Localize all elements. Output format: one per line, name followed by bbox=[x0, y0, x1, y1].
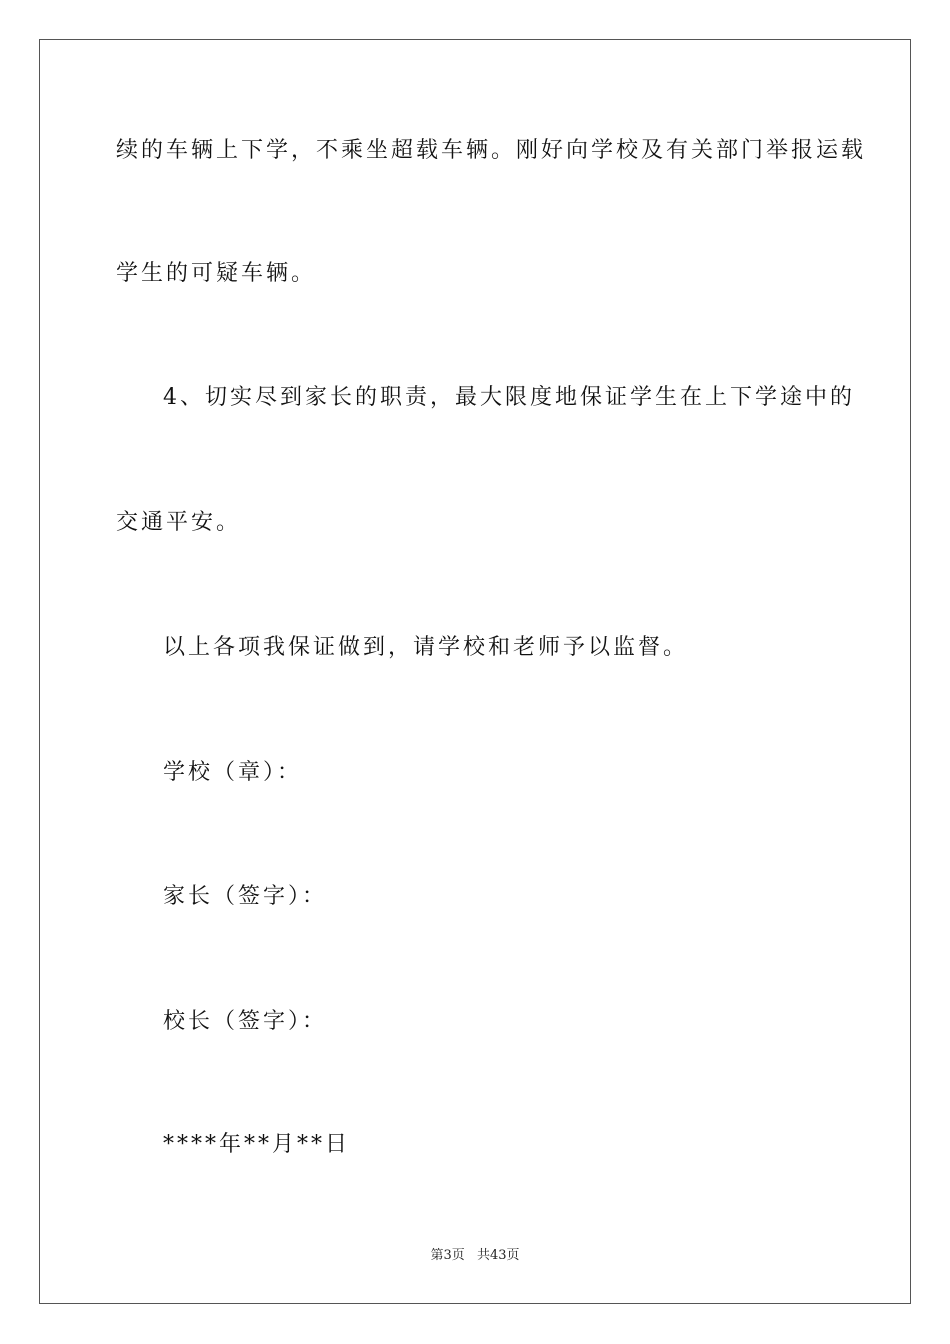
date-line: ****年**月**日 bbox=[163, 1132, 351, 1157]
body-text-line: 4、切实尽到家长的职责，最大限度地保证学生在上下学途中的 bbox=[163, 385, 855, 410]
page-footer bbox=[0, 1244, 950, 1263]
school-seal-label: 学校（章）： bbox=[163, 760, 303, 785]
page-number: 第3页 bbox=[430, 1248, 465, 1263]
parent-signature-label: 家长（签字）： bbox=[163, 884, 328, 909]
principal-signature-label: 校长（签字）： bbox=[163, 1009, 328, 1034]
body-text-line: 交通平安。 bbox=[116, 510, 242, 535]
body-text-line: 学生的可疑车辆。 bbox=[116, 261, 317, 286]
total-pages: 共43页 bbox=[476, 1248, 520, 1263]
body-text-line: 续的车辆上下学，不乘坐超载车辆。刚好向学校及有关部门举报运载 bbox=[116, 138, 867, 163]
pledge-statement: 以上各项我保证做到，请学校和老师予以监督。 bbox=[163, 635, 689, 660]
page-border bbox=[39, 39, 911, 1304]
